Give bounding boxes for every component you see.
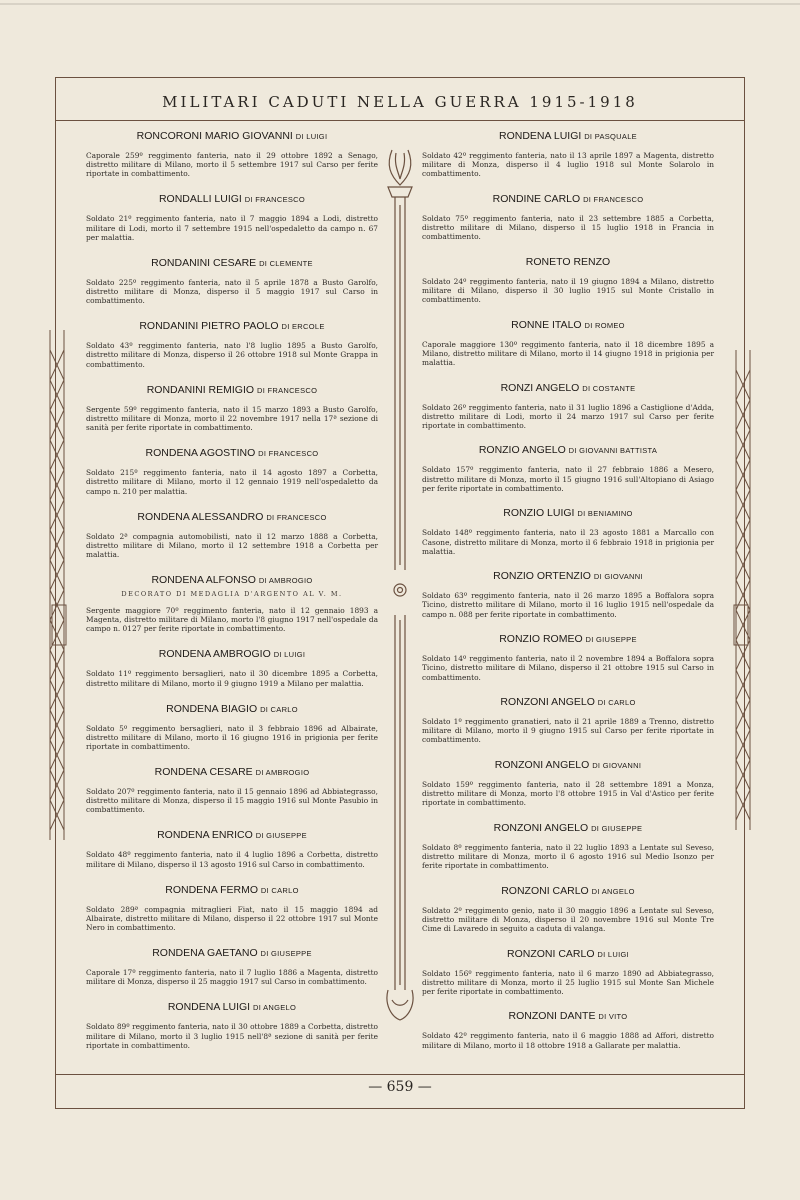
- casualty-name: [82, 193, 382, 205]
- casualty-description: Caporale 17º reggimento fanteria, nato il 7 luglio 1886 a Magenta, distretto militare di Monza, disperso il 25 maggio 1917 sul Carso in combattimento.: [86, 968, 378, 987]
- casualty-patronymic: DI COSTANTE: [582, 383, 636, 393]
- casualty-name: [82, 829, 382, 841]
- casualty-name: [82, 884, 382, 896]
- casualty-surname-given: RONDENA AGOSTINO: [145, 447, 256, 460]
- casualty-entry: [82, 1001, 382, 1050]
- torch-column-ornament: [382, 145, 418, 1025]
- casualty-description: Soldato 75º reggimento fanteria, nato il 23 settembre 1885 a Corbetta, distretto militare di Milano, disperso il 15 luglio 1918 in Francia in combattimento.: [422, 213, 714, 242]
- casualty-surname-given: RONDENA ALFONSO: [151, 573, 256, 586]
- casualty-entry: [82, 130, 382, 179]
- casualty-patronymic: DI FRANCESCO: [583, 194, 644, 204]
- casualty-description: Soldato 157º reggimento fanteria, nato il 27 febbraio 1886 a Mesero, distretto militare di Monza, morto il 15 giugno 1916 sull'Altopiano di Asiago per ferite riportate in combattimento.: [422, 465, 714, 493]
- casualty-patronymic: DI VITO: [598, 1012, 628, 1022]
- casualty-entry: [82, 947, 382, 986]
- casualty-surname-given: RONDENA AMBROGIO: [158, 648, 271, 661]
- casualty-description: Soldato 215º reggimento fanteria, nato il 14 agosto 1897 a Corbetta, distretto militare di Milano, morto il 12 gennaio 1919 nell'ospedaletto da campo n. 210 per malattia.: [86, 468, 378, 496]
- casualty-name: [418, 444, 718, 456]
- casualty-patronymic: DI FRANCESCO: [256, 385, 318, 395]
- casualty-name: [418, 696, 718, 708]
- casualty-entry: [82, 884, 382, 933]
- casualty-surname-given: RONZIO ROMEO: [499, 633, 583, 646]
- casualty-surname-given: RONZONI ANGELO: [494, 758, 590, 771]
- casualty-surname-given: RONZIO LUIGI: [503, 507, 575, 520]
- casualty-description: Soldato 8º reggimento fanteria, nato il 22 luglio 1893 a Lentate sul Seveso, distretto militare di Monza, morto il 6 agosto 1916 sul Medio Isonzo per ferite riportate in combattimento.: [422, 842, 714, 871]
- casualty-patronymic: DI GIUSEPPE: [260, 949, 312, 959]
- casualty-surname-given: RONETO RENZO: [525, 255, 611, 268]
- casualty-description: Soldato 42º reggimento fanteria, nato il 6 maggio 1888 ad Affori, distretto militare di Milano, morto il 18 ottobre 1918 a Gallarate per malattia.: [422, 1031, 714, 1050]
- casualty-entry: [418, 948, 718, 997]
- casualty-patronymic: DI ROMEO: [584, 320, 625, 330]
- casualty-name: [418, 759, 718, 771]
- casualty-patronymic: DI GIUSEPPE: [585, 635, 637, 645]
- casualty-name: [82, 130, 382, 142]
- casualty-surname-given: RONZONI ANGELO: [493, 821, 589, 834]
- casualty-entry: [82, 320, 382, 369]
- casualty-entry: [418, 130, 718, 179]
- casualty-patronymic: DI GIOVANNI: [592, 760, 642, 770]
- casualty-description: Soldato 1º reggimento granatieri, nato il 21 aprile 1889 a Trenno, distretto militare di Milano, morto il 9 giugno 1915 sul Carso per ferite riportate in combattimento.: [422, 717, 714, 745]
- casualty-surname-given: RONDALLI LUIGI: [158, 193, 242, 206]
- casualty-patronymic: DI FRANCESCO: [258, 449, 319, 459]
- casualty-patronymic: DI CARLO: [597, 698, 636, 708]
- casualty-entry: [82, 766, 382, 815]
- casualty-patronymic: DI GIOVANNI: [593, 572, 643, 582]
- casualty-entry: [82, 511, 382, 560]
- casualty-surname-given: RONDENA ENRICO: [157, 829, 253, 842]
- casualty-description: Caporale maggiore 130º reggimento fanteria, nato il 18 dicembre 1895 a Milano, distretto militare di Milano, morto il 14 giugno 1918 in prigionia per malattia.: [422, 339, 714, 368]
- casualty-entry: [82, 829, 382, 868]
- casualty-description: Sergente 59º reggimento fanteria, nato il 15 marzo 1893 a Busto Garolfo, distretto militare di Monza, morto il 22 novembre 1917 nella 17ª sezione di sanità per ferite riportate in combattimento.: [86, 404, 378, 433]
- casualty-description: Soldato 2º reggimento genio, nato il 30 maggio 1896 a Lentate sul Seveso, distretto militare di Monza, disperso il 20 novembre 1916 sul Monte Tre Cime di Lavaredo in seguito a caduta di valanga.: [422, 905, 714, 934]
- casualty-entry: [418, 319, 718, 368]
- casualty-entry: [82, 384, 382, 433]
- casualty-name: [82, 947, 382, 959]
- casualty-patronymic: DI GIUSEPPE: [255, 831, 307, 841]
- casualty-name: [82, 703, 382, 715]
- casualty-description: Soldato 48º reggimento fanteria, nato il 4 luglio 1896 a Corbetta, distretto militare di Milano, disperso il 13 agosto 1916 sul Carso in combattimento.: [86, 850, 378, 869]
- casualty-entry: [82, 574, 382, 634]
- casualty-entry: [82, 257, 382, 306]
- casualty-description: Soldato 14º reggimento fanteria, nato il 2 novembre 1894 a Boffalora sopra Ticino, distretto militare di Milano, disperso il 21 ottobre 1915 sul Carso in combattimento.: [422, 654, 714, 682]
- casualty-name: [418, 130, 718, 142]
- casualty-entry: [418, 822, 718, 871]
- casualty-description: Soldato 148º reggimento fanteria, nato il 23 agosto 1881 a Marcallo con Casone, distretto militare di Monza, morto il 6 febbraio 1918 in prigionia per malattia.: [422, 528, 714, 556]
- left-column: [82, 130, 382, 1050]
- casualty-description: Soldato 63º reggimento fanteria, nato il 26 marzo 1895 a Boffalora sopra Ticino, distretto militare di Milano, morto il 16 luglio 1915 nell'ospedale da campo n. 088 per ferite riportate in combattimento.: [422, 591, 714, 619]
- casualty-surname-given: RONDENA FERMO: [165, 883, 258, 896]
- casualty-description: Soldato 289ª compagnia mitraglieri Fiat, nato il 15 maggio 1894 ad Albairate, distretto militare di Milano, disperso il 22 ottobre 1917 sul Monte Nero in combattimento.: [86, 904, 378, 933]
- casualty-entry: [82, 193, 382, 242]
- right-lattice-ornament: [732, 350, 754, 830]
- casualty-surname-given: RONZI ANGELO: [500, 381, 580, 394]
- casualty-entry: [418, 507, 718, 556]
- casualty-entry: [418, 256, 718, 305]
- casualty-surname-given: RONDENA CESARE: [154, 766, 253, 779]
- page-title: MILITARI CADUTI NELLA GUERRA 1915-1918: [55, 77, 745, 121]
- casualty-surname-given: RONDENA ALESSANDRO: [137, 510, 264, 523]
- casualty-entry: [418, 759, 718, 808]
- casualty-entry: [418, 193, 718, 242]
- casualty-patronymic: DI CARLO: [260, 885, 299, 895]
- page-fold: [0, 3, 800, 5]
- casualty-surname-given: RONZIO ORTENZIO: [493, 570, 591, 583]
- casualty-patronymic: DI LUIGI: [295, 132, 328, 141]
- casualty-description: Soldato 2ª compagnia automobilisti, nato il 12 marzo 1888 a Corbetta, distretto militare di Milano, morto il 12 settembre 1918 a Corbetta per malattia.: [86, 531, 378, 559]
- casualty-name: [418, 319, 718, 331]
- casualty-surname-given: RONDENA GAETANO: [152, 947, 258, 960]
- casualty-surname-given: RONZIO ANGELO: [478, 444, 566, 457]
- casualty-description: Caporale 259º reggimento fanteria, nato il 29 ottobre 1892 a Senago, distretto militare di Milano, morto il 5 settembre 1917 sul Carso per ferite riportate in combattimento.: [86, 151, 378, 179]
- casualty-patronymic: DI FRANCESCO: [266, 512, 327, 522]
- casualty-description: Soldato 156º reggimento fanteria, nato il 6 marzo 1890 ad Abbiategrasso, distretto militare di Monza, morto il 25 luglio 1915 sul Monte San Michele per ferite riportate in combattimento.: [422, 968, 714, 996]
- casualty-surname-given: RONDANINI PIETRO PAOLO: [139, 320, 279, 333]
- casualty-description: Soldato 42º reggimento fanteria, nato il 13 aprile 1897 a Magenta, distretto militare di Monza, disperso il 4 luglio 1918 sul Monte Solarolo in combattimento.: [422, 151, 714, 179]
- casualty-surname-given: RONDANINI CESARE: [151, 256, 257, 269]
- casualty-description: Soldato 89º reggimento fanteria, nato il 30 ottobre 1889 a Corbetta, distretto militare di Milano, morto il 3 luglio 1915 nell'8ª sezione di sanità per ferite riportate in combattimento.: [86, 1022, 378, 1050]
- casualty-name: [418, 1010, 718, 1022]
- casualty-surname-given: RONZONI CARLO: [506, 947, 595, 960]
- casualty-description: Soldato 225º reggimento fanteria, nato il 5 aprile 1878 a Busto Garolfo, distretto militare di Monza, disperso il 5 maggio 1917 sul Carso in combattimento.: [86, 277, 378, 306]
- casualty-name: [82, 511, 382, 523]
- casualty-entry: [418, 444, 718, 493]
- casualty-name: [82, 447, 382, 459]
- casualty-description: Soldato 26º reggimento fanteria, nato il 31 luglio 1896 a Castiglione d'Adda, distretto militare di Lodi, morto il 24 marzo 1917 sul Carso per ferite riportate in combattimento.: [422, 402, 714, 430]
- casualty-description: Soldato 207º reggimento fanteria, nato il 15 gennaio 1896 ad Abbiategrasso, distretto militare di Monza, disperso il 15 maggio 1916 sul Monte Pasubio in combattimento.: [86, 787, 378, 815]
- casualty-name: [418, 507, 718, 519]
- casualty-patronymic: DI FRANCESCO: [244, 195, 306, 205]
- casualty-entry: [418, 633, 718, 682]
- casualty-surname-given: RONDANINI REMIGIO: [146, 383, 255, 396]
- casualty-surname-given: RONDENA LUIGI: [167, 1001, 251, 1014]
- casualty-patronymic: DI CARLO: [260, 704, 298, 714]
- casualty-name: [82, 766, 382, 778]
- casualty-name: [82, 1001, 382, 1013]
- casualty-surname-given: RONZONI ANGELO: [500, 696, 595, 709]
- casualty-patronymic: DI CLEMENTE: [259, 258, 313, 268]
- casualty-entry: [82, 447, 382, 496]
- casualty-description: Soldato 43º reggimento fanteria, nato l'8 luglio 1895 a Busto Garolfo, distretto militare di Monza, disperso il 26 ottobre 1918 sul Monte Grappa in combattimento.: [86, 341, 378, 369]
- casualty-patronymic: DI AMBROGIO: [258, 575, 313, 585]
- casualty-entry: [82, 703, 382, 752]
- casualty-name: [418, 885, 718, 897]
- casualty-name: [82, 320, 382, 332]
- casualty-patronymic: DI PASQUALE: [584, 132, 637, 141]
- casualty-surname-given: RONZONI DANTE: [508, 1010, 596, 1023]
- casualty-patronymic: DI ANGELO: [253, 1003, 297, 1013]
- casualty-entry: [418, 1010, 718, 1049]
- casualty-description: Soldato 24º reggimento fanteria, nato il 19 giugno 1894 a Milano, distretto militare di Milano, disperso il 30 luglio 1915 sul Monte Cristallo in combattimento.: [422, 276, 714, 305]
- casualty-entry: [418, 570, 718, 619]
- casualty-surname-given: RONDINE CARLO: [492, 192, 581, 205]
- casualty-name: [82, 574, 382, 586]
- footer-rule: [55, 1074, 745, 1075]
- casualty-description: Soldato 11º reggimento bersaglieri, nato il 30 dicembre 1895 a Corbetta, distretto militare di Milano, morto il 9 giugno 1919 a Milano per malattia.: [86, 669, 378, 688]
- casualty-entry: [418, 696, 718, 745]
- casualty-name: [82, 257, 382, 269]
- casualty-name: [418, 193, 718, 205]
- casualty-patronymic: DI GIOVANNI BATTISTA: [568, 446, 658, 456]
- casualty-name: [418, 382, 718, 394]
- casualty-name: [418, 633, 718, 645]
- casualty-description: Soldato 21º reggimento fanteria, nato il 7 maggio 1894 a Lodi, distretto militare di Lodi, morto il 7 settembre 1915 nell'ospedaletto da campo n. 67 per malattia.: [86, 214, 378, 242]
- casualty-name: [82, 384, 382, 396]
- left-lattice-ornament: [46, 330, 68, 840]
- casualty-patronymic: DI ANGELO: [591, 886, 635, 896]
- casualty-decoration: DECORATO DI MEDAGLIA D'ARGENTO AL V. M.: [121, 589, 343, 598]
- casualty-entry: [418, 382, 718, 431]
- casualty-entry: [82, 648, 382, 687]
- casualty-surname-given: RONDENA LUIGI: [499, 130, 582, 142]
- casualty-surname-given: RONNE ITALO: [511, 318, 582, 331]
- casualty-patronymic: DI BENIAMINO: [577, 509, 633, 519]
- casualty-patronymic: DI AMBROGIO: [255, 768, 310, 778]
- casualty-name: [418, 256, 718, 268]
- casualty-surname-given: RONCORONI MARIO GIOVANNI: [136, 130, 293, 142]
- casualty-name: [82, 648, 382, 660]
- page-number: — 659 —: [368, 1079, 432, 1095]
- casualty-patronymic: DI LUIGI: [597, 949, 629, 959]
- casualty-patronymic: DI LUIGI: [273, 650, 306, 660]
- casualty-description: Sergente maggiore 70º reggimento fanteria, nato il 12 gennaio 1893 a Magenta, distretto militare di Milano, morto l'8 giugno 1917 nell'ospedale da campo n. 0127 per ferite riportate in combattimento.: [86, 605, 378, 634]
- casualty-patronymic: DI ERCOLE: [281, 322, 325, 332]
- right-column: [418, 130, 718, 1050]
- casualty-name: [418, 948, 718, 960]
- casualty-surname-given: RONZONI CARLO: [501, 884, 589, 897]
- casualty-name: [418, 822, 718, 834]
- casualty-entry: [418, 885, 718, 934]
- casualty-description: Soldato 5º reggimento bersaglieri, nato il 3 febbraio 1896 ad Albairate, distretto militare di Milano, morto il 16 giugno 1916 in prigionia per ferite riportate in combattimento.: [86, 723, 378, 751]
- casualty-surname-given: RONDENA BIAGIO: [166, 702, 258, 715]
- casualty-name: [418, 570, 718, 582]
- casualty-patronymic: DI GIUSEPPE: [591, 823, 643, 833]
- casualty-description: Soldato 159º reggimento fanteria, nato il 28 settembre 1891 a Monza, distretto militare di Monza, morto l'8 ottobre 1915 in Val d'Astico per ferite riportate in combattimento.: [422, 779, 714, 808]
